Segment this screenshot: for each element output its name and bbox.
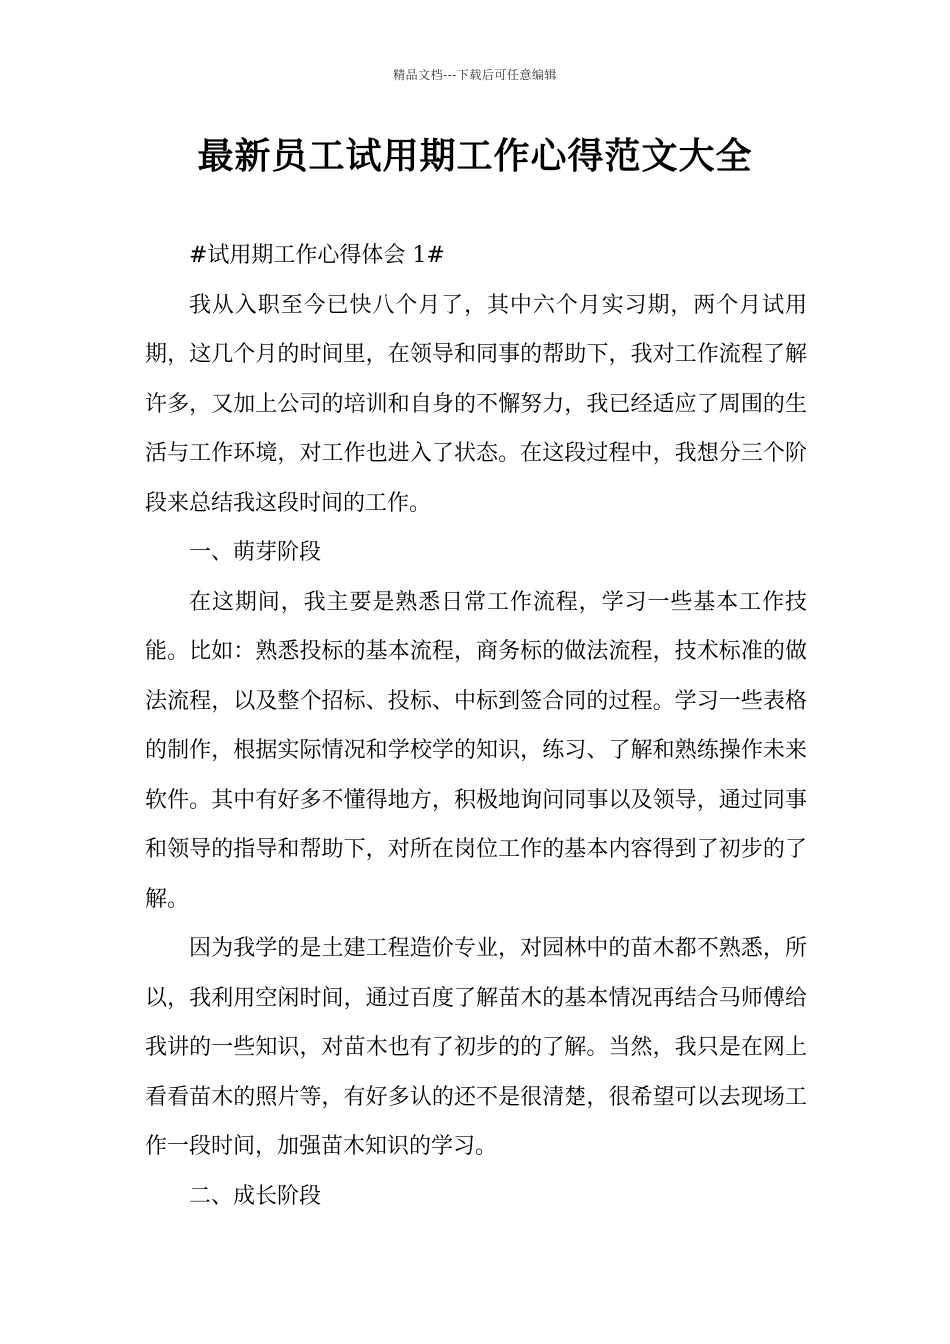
section-heading: 二、成长阶段 (189, 1183, 322, 1209)
section-heading: #试用期工作心得体会 1# (189, 243, 445, 268)
header-note: 精品文档---下载后可任意编辑 (393, 68, 557, 82)
paragraph: 在这期间，我主要是熟悉日常工作流程，学习一些基本工作技能。比如：熟悉投标的基本流程，商务标的做法流程，技术标准的做法流程，以及整个招标、投标、中标到签合同的过程。学习一些表格的制作，根据实际情况和学校学的知识，练习、了解和熟练操作未来软件。其中有好多不懂得地方，积极地询问同事以及领导，通过同事和领导的指导和帮助下，对所在岗位工作的基本内容得到了初步的了解。 (145, 589, 807, 912)
section-heading: 一、萌芽阶段 (189, 540, 322, 565)
paragraph: 我从入职至今已快八个月了，其中六个月实习期，两个月试用期，这几个月的时间里，在领导和同事的帮助下，我对工作流程了解许多，又加上公司的培训和自身的不懈努力，我已经适应了周围的生活与工作环境，对工作也进入了状态。在这段过程中，我想分三个阶段来总结我这段时间的工作。 (145, 292, 807, 516)
document-title: 最新员工试用期工作心得范文大全 (197, 136, 753, 177)
document-body (145, 231, 807, 1221)
paragraph: 因为我学的是土建工程造价专业，对园林中的苗木都不熟悉，所以，我利用空闲时间，通过百度了解苗木的基本情况再结合马师傅给我讲的一些知识，对苗木也有了初步的的了解。当然，我只是在网上看看苗木的照片等，有好多认的还不是很清楚，很希望可以去现场工作一段时间，加强苗木知识的学习。 (145, 936, 807, 1159)
